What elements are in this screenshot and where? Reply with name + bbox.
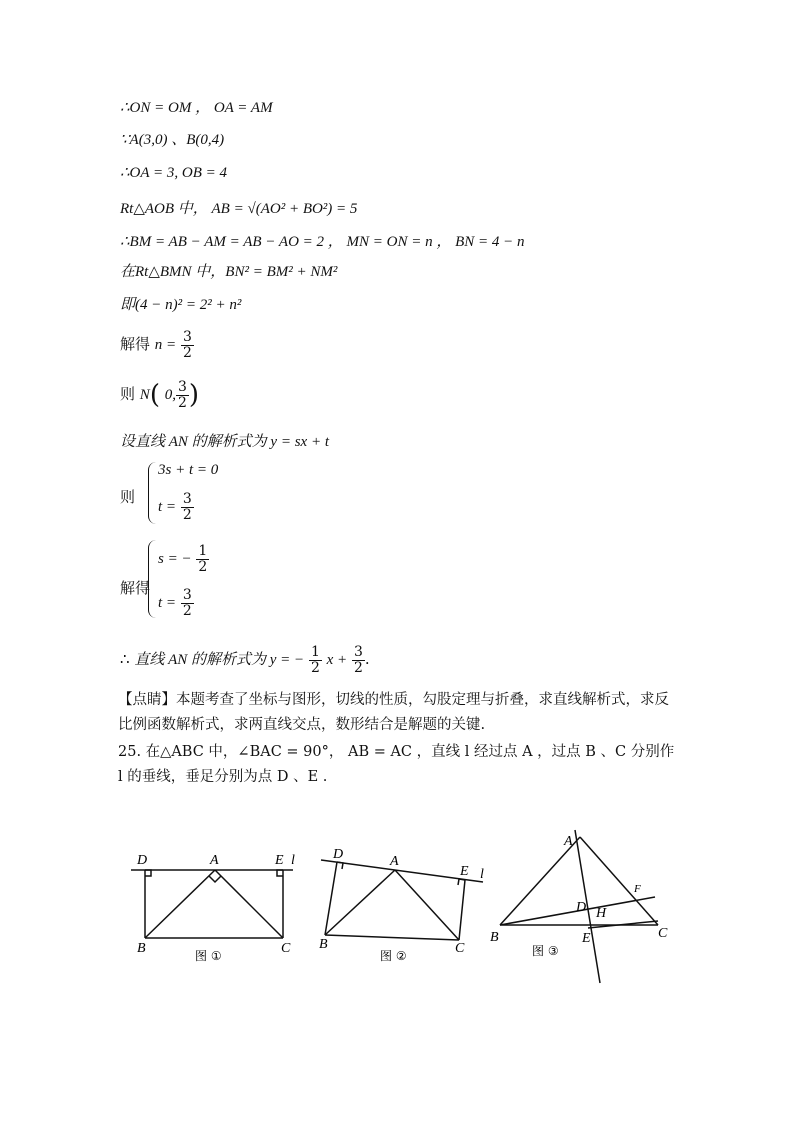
- line-8-var: n =: [154, 337, 177, 354]
- fig2-label-l: l: [480, 867, 484, 882]
- fraction-3-over-2-n: $\frac{3}{2}$: [178, 379, 187, 411]
- system-brace-2: [148, 540, 158, 618]
- line-12-eq2: t = $\frac{3}{2}$: [158, 587, 192, 619]
- fig1-label-B: B: [137, 941, 146, 956]
- line-12-prefix: 解得: [120, 579, 151, 597]
- figure-3: [490, 825, 680, 985]
- line-8: [120, 330, 194, 360]
- fig3-label-F: F: [634, 883, 641, 895]
- fig2-label-D: D: [333, 847, 344, 862]
- fig1-caption: 图 ①: [195, 949, 222, 963]
- line-3: ∴OA = 3, OB = 4: [120, 165, 228, 181]
- line-11-prefix: 则: [120, 488, 136, 506]
- fig2-caption: 图 ②: [380, 949, 407, 963]
- fig2-label-A: A: [390, 854, 399, 869]
- figure-1: [125, 845, 305, 970]
- system-brace-1: [148, 462, 158, 524]
- problem-25: 25. 在△ABC 中，∠BAC = 90°， AB = AC ，直线 l 经过点 A ，过点 B 、C 分别作 l 的垂线，垂足分别为点 D 、E .: [118, 744, 675, 785]
- line-10: 设直线 AN 的解析式为 y = sx + t: [120, 434, 329, 450]
- line-12-eq1: s = − $\frac{1}{2}$: [158, 543, 208, 575]
- fig2-label-C: C: [455, 941, 465, 956]
- line-9-var: N: [139, 387, 150, 404]
- fig3-label-A: A: [564, 834, 573, 849]
- figure-2: [315, 840, 495, 970]
- fig2-label-E: E: [460, 864, 469, 879]
- therefore-symbol: ∴: [120, 650, 130, 669]
- line-13: ∴ 直线 AN 的解析式为 y = − $\frac{1}{2}$ x + $\frac{3}{2}$ .: [120, 644, 370, 676]
- fig1-label-D: D: [137, 853, 148, 868]
- fig1-label-E: E: [275, 853, 284, 868]
- fig3-label-H: H: [596, 906, 607, 921]
- comment-paragraph: 【点睛】本题考查了坐标与图形，切线的性质，勾股定理与折叠，求直线解析式，求反比例函数解析式，求两直线交点，数形结合是解题的关键.: [118, 692, 669, 733]
- fraction-3-over-2: $\frac{3}{2}$: [182, 329, 192, 361]
- fig3-label-B: B: [490, 930, 499, 945]
- line-1: ∴ON = OM ， OA = AM: [120, 100, 273, 116]
- fig2-label-B: B: [319, 937, 328, 952]
- line-9-prefix: 则: [120, 385, 136, 404]
- fig3-label-E: E: [582, 931, 591, 946]
- line-9: 则 N( 0, $\frac{3}{2}$ ): [120, 379, 200, 411]
- fig3-label-C: C: [658, 926, 668, 941]
- line-8-prefix: 解得: [120, 335, 151, 354]
- line-4: Rt△AOB 中， AB = √(AO² + BO²) = 5: [120, 201, 358, 217]
- line-2: ∵A(3,0) 、B(0,4): [120, 132, 225, 148]
- fig1-label-C: C: [281, 941, 291, 956]
- fig1-label-A: A: [210, 853, 219, 868]
- fig3-label-D: D: [576, 900, 587, 915]
- fig3-caption: 图 ③: [532, 944, 559, 958]
- line-6: 在Rt△BMN 中，BN² = BM² + NM²: [120, 264, 338, 280]
- line-5: ∴BM = AB − AM = AB − AO = 2 ， MN = ON = n ， BN = 4 − n: [120, 234, 525, 250]
- line-11-eq2: t = $\frac{3}{2}$: [158, 491, 192, 523]
- fig1-label-l: l: [291, 853, 295, 868]
- line-11-eq1: 3s + t = 0: [158, 462, 219, 478]
- line-7: 即(4 − n)² = 2² + n²: [120, 297, 242, 313]
